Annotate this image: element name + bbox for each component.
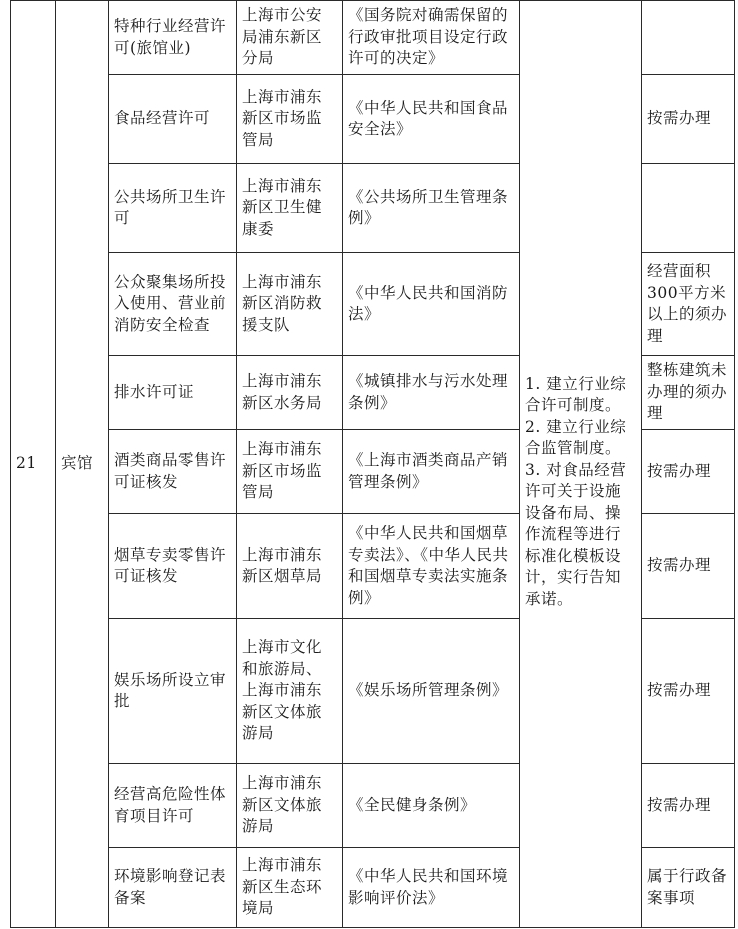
department: 上海市浦东新区生态环境局 [242,856,323,918]
remark-cell [642,1,735,75]
row-number: 21 [16,454,37,473]
remark-cell [642,75,735,164]
reform-measures-cell [520,1,642,928]
legal-basis-cell [343,430,520,514]
remark-cell [642,848,735,928]
remark-cell [642,619,735,764]
permit-name-cell [109,1,237,75]
legal-basis-cell [343,848,520,928]
legal-basis-cell [343,75,520,164]
department-cell [237,164,343,253]
department: 上海市浦东新区消防救援支队 [242,272,323,334]
permit-name-cell [109,430,237,514]
department: 上海市浦东新区文体旅游局 [242,774,323,836]
permit-name-cell [109,356,237,430]
remark: 属于行政备案事项 [647,867,728,907]
permit-name: 酒类商品零售许可证核发 [114,451,227,491]
department: 上海市浦东新区市场监管局 [242,440,323,502]
reform-measures: 1. 建立行业综合许可制度。 2. 建立行业综合监管制度。 3. 对食品经营许可关于设施设备布局、操作流程等进行标准化模板设计，实行告知承诺。 [525,374,627,608]
permit-table [10,0,735,928]
remark: 按需办理 [647,109,712,128]
permit-name: 特种行业经营许可(旅馆业) [114,17,227,57]
permit-name-cell [109,619,237,764]
legal-basis-cell [343,356,520,430]
legal-basis-cell [343,253,520,356]
permit-name: 食品经营许可 [114,109,211,128]
department-cell [237,75,343,164]
legal-basis: 《中华人民共和国环境影响评价法》 [348,867,509,907]
department-cell [237,514,343,619]
permit-name: 公众聚集场所投入使用、营业前消防安全检查 [114,272,227,334]
legal-basis: 《中华人民共和国烟草专卖法》、《中华人民共和国烟草专卖法实施条例》 [348,524,509,607]
remark-cell [642,430,735,514]
remark-cell [642,356,735,430]
permit-name-cell [109,764,237,848]
permit-name: 环境影响登记表备案 [114,867,227,907]
legal-basis: 《城镇排水与污水处理条例》 [348,372,509,412]
row-number-cell [11,1,56,928]
permit-name-cell [109,75,237,164]
legal-basis-cell [343,1,520,75]
department-cell [237,430,343,514]
legal-basis-cell [343,164,520,253]
legal-basis: 《中华人民共和国食品安全法》 [348,98,509,138]
permit-name-cell [109,848,237,928]
permit-name: 排水许可证 [114,382,195,401]
department-cell [237,1,343,75]
department: 上海市浦东新区市场监管局 [242,87,323,149]
legal-basis-cell [343,514,520,619]
remark-cell [642,164,735,253]
remark: 按需办理 [647,461,712,480]
industry-name: 宾馆 [61,454,94,473]
permit-name-cell [109,514,237,619]
remark: 经营面积300平方米以上的须办理 [647,262,728,345]
legal-basis: 《国务院对确需保留的行政审批项目设定行政许可的决定》 [348,6,509,68]
department: 上海市浦东新区卫生健康委 [242,176,323,238]
legal-basis: 《娱乐场所管理条例》 [348,681,509,700]
legal-basis-cell [343,764,520,848]
remark-cell [642,253,735,356]
permit-name: 公共场所卫生许可 [114,187,227,227]
permit-name: 烟草专卖零售许可证核发 [114,545,227,585]
department: 上海市浦东新区水务局 [242,372,323,412]
legal-basis: 《全民健身条例》 [348,795,477,814]
remark: 按需办理 [647,556,712,575]
legal-basis: 《公共场所卫生管理条例》 [348,187,509,227]
legal-basis-cell [343,619,520,764]
industry-cell [56,1,109,928]
remark: 按需办理 [647,795,712,814]
remark-cell [642,764,735,848]
department-cell [237,253,343,356]
department-cell [237,356,343,430]
permit-name-cell [109,164,237,253]
permit-name: 经营高危险性体育项目许可 [114,785,227,825]
remark: 整栋建筑未办理的须办理 [647,361,728,423]
department: 上海市浦东新区烟草局 [242,545,323,585]
table-row [11,1,735,75]
department-cell [237,848,343,928]
legal-basis: 《上海市酒类商品产销管理条例》 [348,451,509,491]
department-cell [237,619,343,764]
department: 上海市公安局浦东新区分局 [242,6,323,68]
legal-basis: 《中华人民共和国消防法》 [348,283,509,323]
department-cell [237,764,343,848]
department: 上海市文化和旅游局、上海市浦东新区文体旅游局 [242,638,323,743]
permit-name-cell [109,253,237,356]
permit-name: 娱乐场所设立审批 [114,670,227,710]
remark: 按需办理 [647,681,712,700]
remark-cell [642,514,735,619]
